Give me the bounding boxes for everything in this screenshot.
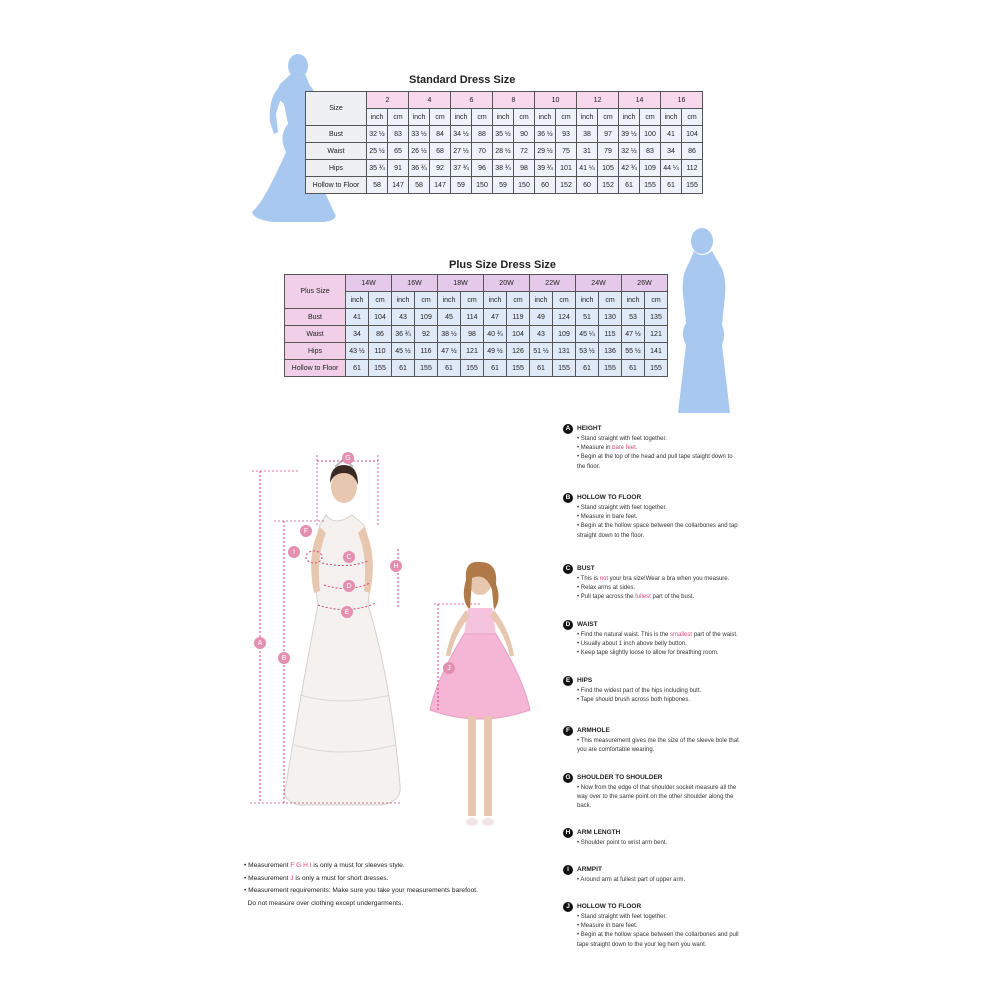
letter-badge: E (563, 676, 573, 686)
letter-badge: G (563, 773, 573, 783)
unit-label: cm (514, 109, 535, 126)
guide-line: • Now from the edge of that shoulder socket measure all the (577, 785, 737, 791)
marker-a: A (254, 637, 266, 649)
guide-item-b (563, 493, 783, 541)
size-column-header: 26W (622, 275, 668, 292)
row-label: Hips (285, 343, 346, 360)
table-cell: 32 ½ (367, 126, 388, 143)
letter-badge: A (563, 424, 573, 434)
bride-measurement-figure (240, 445, 440, 815)
table-cell: 42 ¾ (619, 160, 640, 177)
guide-line: • Around arm at fullest part of upper arm. (577, 877, 686, 883)
table-cell: 31 (577, 143, 598, 160)
table-cell: 60 (577, 177, 598, 194)
unit-label: inch (367, 109, 388, 126)
table-cell: 45 (438, 309, 461, 326)
table-cell: 45 ½ (392, 343, 415, 360)
guide-line: • This is not your bra size!Wear a bra when you measure. (577, 576, 730, 582)
size-column-header: 14 (619, 92, 661, 109)
table-cell: 136 (599, 343, 622, 360)
size-column-header: 6 (451, 92, 493, 109)
table-cell: 130 (599, 309, 622, 326)
table-cell: 36 ½ (535, 126, 556, 143)
note-line: • Measurement J is only a must for short dresses. (244, 874, 389, 882)
table-cell: 40 ¾ (484, 326, 507, 343)
unit-label: inch (577, 109, 598, 126)
table-cell: 119 (507, 309, 530, 326)
size-column-header: 18W (438, 275, 484, 292)
table-cell: 61 (346, 360, 369, 377)
table-cell: 131 (553, 343, 576, 360)
table-cell: 43 ½ (346, 343, 369, 360)
table-cell: 109 (553, 326, 576, 343)
table-cell: 147 (430, 177, 451, 194)
guide-line: back. (577, 803, 592, 810)
size-column-header: 22W (530, 275, 576, 292)
table-cell: 155 (599, 360, 622, 377)
guide-title: ARMPIT (577, 866, 602, 874)
unit-label: inch (661, 109, 682, 126)
table-cell: 33 ½ (409, 126, 430, 143)
girl-measurement-figure (420, 560, 540, 835)
guide-line: • Shoulder point to wrist arm bent. (577, 840, 668, 846)
unit-label: cm (430, 109, 451, 126)
guide-item-i (563, 865, 783, 885)
table-cell: 155 (369, 360, 392, 377)
table-cell: 43 (392, 309, 415, 326)
row-label: Hollow to Floor (285, 360, 346, 377)
unit-label: cm (682, 109, 703, 126)
size-column-header: 20W (484, 275, 530, 292)
unit-label: inch (392, 292, 415, 309)
table-cell: 47 (484, 309, 507, 326)
table-row (285, 343, 668, 360)
table-cell: 98 (461, 326, 484, 343)
table-cell: 98 (514, 160, 535, 177)
unit-label: cm (388, 109, 409, 126)
table-cell: 92 (430, 160, 451, 177)
table-cell: 27 ½ (451, 143, 472, 160)
guide-title: HOLLOW TO FLOOR (577, 903, 642, 911)
letter-badge: C (563, 564, 573, 574)
table-cell: 41 (346, 309, 369, 326)
guide-line: • Keep tape slightly loose to allow for breathing room. (577, 650, 719, 657)
table-cell: 97 (598, 126, 619, 143)
table-cell: 51 (576, 309, 599, 326)
table-cell: 124 (553, 309, 576, 326)
table-row (306, 177, 703, 194)
guide-line: • Pull tape across the fullest part of the bust. (577, 594, 695, 601)
guide-line: you are comfortable wearing. (577, 747, 655, 754)
table-cell: 155 (553, 360, 576, 377)
guide-title: WAIST (577, 621, 598, 629)
marker-e: E (341, 606, 353, 618)
table-cell: 34 (661, 143, 682, 160)
standard-size-table (305, 91, 703, 194)
guide-line: straight down to the floor. (577, 532, 645, 539)
table-cell: 155 (507, 360, 530, 377)
unit-label: cm (553, 292, 576, 309)
table-cell: 75 (556, 143, 577, 160)
table-row (285, 326, 668, 343)
table-cell: 86 (369, 326, 392, 343)
table-cell: 43 (530, 326, 553, 343)
size-column-header: 2 (367, 92, 409, 109)
guide-item-c (563, 564, 783, 603)
table-cell: 112 (682, 160, 703, 177)
unit-label: inch (451, 109, 472, 126)
table-row (285, 360, 668, 377)
unit-label: inch (438, 292, 461, 309)
table-cell: 61 (392, 360, 415, 377)
table-cell: 115 (599, 326, 622, 343)
unit-label: cm (640, 109, 661, 126)
guide-title: SHOULDER TO SHOULDER (577, 774, 663, 782)
guide-line: • Begin at the hollow space between the collarbones and pull (577, 932, 739, 939)
row-label: Bust (306, 126, 367, 143)
guide-line: • Find the natural waist. This is the smallest part of the waist. (577, 632, 738, 638)
table-cell: 92 (415, 326, 438, 343)
table-cell: 155 (645, 360, 668, 377)
letter-badge: I (563, 865, 573, 875)
table-row (306, 143, 703, 160)
size-column-header: 14W (346, 275, 392, 292)
table-cell: 141 (645, 343, 668, 360)
size-column-header: 16W (392, 275, 438, 292)
unit-label: inch (619, 109, 640, 126)
table-cell: 55 ½ (622, 343, 645, 360)
size-column-header: 16 (661, 92, 703, 109)
unit-label: cm (645, 292, 668, 309)
table-cell: 58 (409, 177, 430, 194)
unit-label: cm (472, 109, 493, 126)
guide-item-h (563, 828, 783, 848)
table-cell: 59 (493, 177, 514, 194)
size-column-header: 8 (493, 92, 535, 109)
table-cell: 47 ½ (622, 326, 645, 343)
table-cell: 79 (598, 143, 619, 160)
guide-line: the floor. (577, 463, 601, 470)
size-column-header: 24W (576, 275, 622, 292)
table-cell: 60 (535, 177, 556, 194)
table-cell: 150 (514, 177, 535, 194)
marker-f: F (300, 525, 312, 537)
guide-line: • Usually about 1 inch above belly button. (577, 641, 687, 648)
letter-badge: J (563, 902, 573, 912)
guide-line: • Find the widest part of the hips including butt. (577, 688, 702, 694)
unit-label: cm (598, 109, 619, 126)
note-line: Do not measure over clothing except undergarments. (244, 899, 404, 907)
guide-item-f (563, 726, 783, 755)
table-cell: 100 (640, 126, 661, 143)
unit-label: inch (622, 292, 645, 309)
marker-b: B (278, 652, 290, 664)
unit-label: inch (535, 109, 556, 126)
letter-badge: H (563, 828, 573, 838)
table-row (285, 309, 668, 326)
table-cell: 45 ¼ (576, 326, 599, 343)
table-cell: 121 (461, 343, 484, 360)
table-cell: 105 (598, 160, 619, 177)
table-cell: 35 ½ (493, 126, 514, 143)
guide-item-e (563, 676, 783, 705)
plus-size-silhouette (672, 225, 742, 415)
table-cell: 51 ½ (530, 343, 553, 360)
unit-label: inch (409, 109, 430, 126)
guide-line: • Relax arms at sides. (577, 585, 636, 592)
table-cell: 135 (645, 309, 668, 326)
table-cell: 36 ¾ (409, 160, 430, 177)
table-cell: 61 (619, 177, 640, 194)
marker-h: H (390, 560, 402, 572)
unit-label: inch (346, 292, 369, 309)
table-cell: 61 (484, 360, 507, 377)
standard-table-title: Standard Dress Size (409, 74, 516, 86)
table-cell: 152 (598, 177, 619, 194)
guide-line: • Stand straight with feet together. (577, 914, 667, 920)
guide-title: HIPS (577, 677, 593, 685)
guide-title: BUST (577, 565, 595, 573)
table-cell: 68 (430, 143, 451, 160)
table-cell: 29 ½ (535, 143, 556, 160)
table-cell: 72 (514, 143, 535, 160)
table-cell: 37 ¾ (451, 160, 472, 177)
table-cell: 39 ¾ (535, 160, 556, 177)
unit-label: cm (369, 292, 392, 309)
note-line: • Measurement requirements: Make sure you take your measurements barefoot. (244, 887, 478, 894)
marker-i: I (288, 546, 300, 558)
unit-label: cm (415, 292, 438, 309)
table-cell: 104 (682, 126, 703, 143)
table-cell: 109 (640, 160, 661, 177)
guide-item-d (563, 620, 783, 659)
guide-line: • Measure in bare feet. (577, 514, 638, 521)
table-cell: 44 ¼ (661, 160, 682, 177)
table-cell: 152 (556, 177, 577, 194)
table-cell: 36 ¾ (392, 326, 415, 343)
unit-label: inch (530, 292, 553, 309)
table-cell: 155 (682, 177, 703, 194)
table-cell: 110 (369, 343, 392, 360)
table-cell: 155 (461, 360, 484, 377)
table-cell: 38 ¾ (493, 160, 514, 177)
table-cell: 61 (622, 360, 645, 377)
marker-j: J (443, 662, 455, 674)
guide-line: • Tape should brush across both hipbones. (577, 697, 691, 704)
row-label: Bust (285, 309, 346, 326)
table-cell: 86 (682, 143, 703, 160)
table-cell: 121 (645, 326, 668, 343)
table-cell: 65 (388, 143, 409, 160)
guide-line: • This measurement gives me the size of the sleeve bole that (577, 738, 739, 744)
guide-item-a (563, 424, 783, 472)
marker-d: D (343, 580, 355, 592)
unit-label: cm (599, 292, 622, 309)
table-cell: 38 (577, 126, 598, 143)
table-cell: 61 (661, 177, 682, 194)
table-cell: 28 ½ (493, 143, 514, 160)
table-cell: 104 (507, 326, 530, 343)
table-cell: 58 (367, 177, 388, 194)
table-cell: 61 (438, 360, 461, 377)
row-label: Waist (285, 326, 346, 343)
table-cell: 26 ½ (409, 143, 430, 160)
table-cell: 39 ½ (619, 126, 640, 143)
table-cell: 84 (430, 126, 451, 143)
measurement-notes (244, 860, 544, 910)
table-cell: 93 (556, 126, 577, 143)
table-cell: 25 ½ (367, 143, 388, 160)
table-cell: 38 ½ (438, 326, 461, 343)
table-cell: 150 (472, 177, 493, 194)
guide-line: • Measure in bare feet. (577, 923, 638, 930)
guide-line: • Begin at the hollow space between the collarbones and tap (577, 523, 738, 530)
table-cell: 47 ½ (438, 343, 461, 360)
plus-size-table (284, 274, 668, 377)
table-cell: 96 (472, 160, 493, 177)
guide-line: way over to the same point on the other shoulder along the (577, 794, 734, 801)
table-cell: 53 ½ (576, 343, 599, 360)
table-cell: 155 (640, 177, 661, 194)
size-column-header: 12 (577, 92, 619, 109)
table-cell: 70 (472, 143, 493, 160)
table-cell: 41 (661, 126, 682, 143)
table-cell: 147 (388, 177, 409, 194)
unit-label: cm (556, 109, 577, 126)
size-header: Size (306, 92, 367, 126)
plus-table-title: Plus Size Dress Size (449, 259, 556, 271)
table-cell: 126 (507, 343, 530, 360)
letter-badge: B (563, 493, 573, 503)
table-cell: 83 (388, 126, 409, 143)
guide-title: ARM LENGTH (577, 829, 621, 837)
table-cell: 34 ½ (451, 126, 472, 143)
guide-line: • Begin at the top of the head and pull tape staight down to (577, 454, 733, 461)
unit-label: inch (493, 109, 514, 126)
guide-line: • Stand straight with feet together. (577, 505, 667, 511)
table-cell: 61 (576, 360, 599, 377)
marker-g: G (342, 452, 354, 464)
guide-title: HEIGHT (577, 425, 602, 433)
table-row (306, 126, 703, 143)
marker-c: C (343, 551, 355, 563)
table-cell: 109 (415, 309, 438, 326)
table-cell: 83 (640, 143, 661, 160)
table-cell: 59 (451, 177, 472, 194)
row-label: Hips (306, 160, 367, 177)
guide-line: • Measure in bare feet. (577, 445, 638, 452)
table-cell: 41 ¼ (577, 160, 598, 177)
table-cell: 116 (415, 343, 438, 360)
table-cell: 101 (556, 160, 577, 177)
unit-label: cm (507, 292, 530, 309)
table-cell: 34 (346, 326, 369, 343)
row-label: Waist (306, 143, 367, 160)
table-cell: 61 (530, 360, 553, 377)
table-cell: 90 (514, 126, 535, 143)
table-cell: 49 (530, 309, 553, 326)
table-cell: 88 (472, 126, 493, 143)
size-column-header: 4 (409, 92, 451, 109)
table-cell: 104 (369, 309, 392, 326)
letter-badge: D (563, 620, 573, 630)
table-cell: 155 (415, 360, 438, 377)
guide-line: • Stand straight with feet together. (577, 436, 667, 442)
row-label: Hollow to Floor (306, 177, 367, 194)
unit-label: inch (576, 292, 599, 309)
letter-badge: F (563, 726, 573, 736)
guide-title: ARMHOLE (577, 727, 610, 735)
guide-line: tape straight down to the your leg hem you want. (577, 941, 707, 948)
size-header: Plus Size (285, 275, 346, 309)
table-cell: 53 (622, 309, 645, 326)
guide-item-j (563, 902, 783, 950)
table-row (306, 160, 703, 177)
table-cell: 35 ¾ (367, 160, 388, 177)
guide-item-g (563, 773, 783, 812)
note-line: • Measurement F G H I is only a must for sleeves style. (244, 862, 405, 869)
size-column-header: 10 (535, 92, 577, 109)
unit-label: inch (484, 292, 507, 309)
table-cell: 91 (388, 160, 409, 177)
unit-label: cm (461, 292, 484, 309)
table-cell: 49 ½ (484, 343, 507, 360)
guide-title: HOLLOW TO FLOOR (577, 494, 642, 502)
table-cell: 114 (461, 309, 484, 326)
table-cell: 32 ½ (619, 143, 640, 160)
